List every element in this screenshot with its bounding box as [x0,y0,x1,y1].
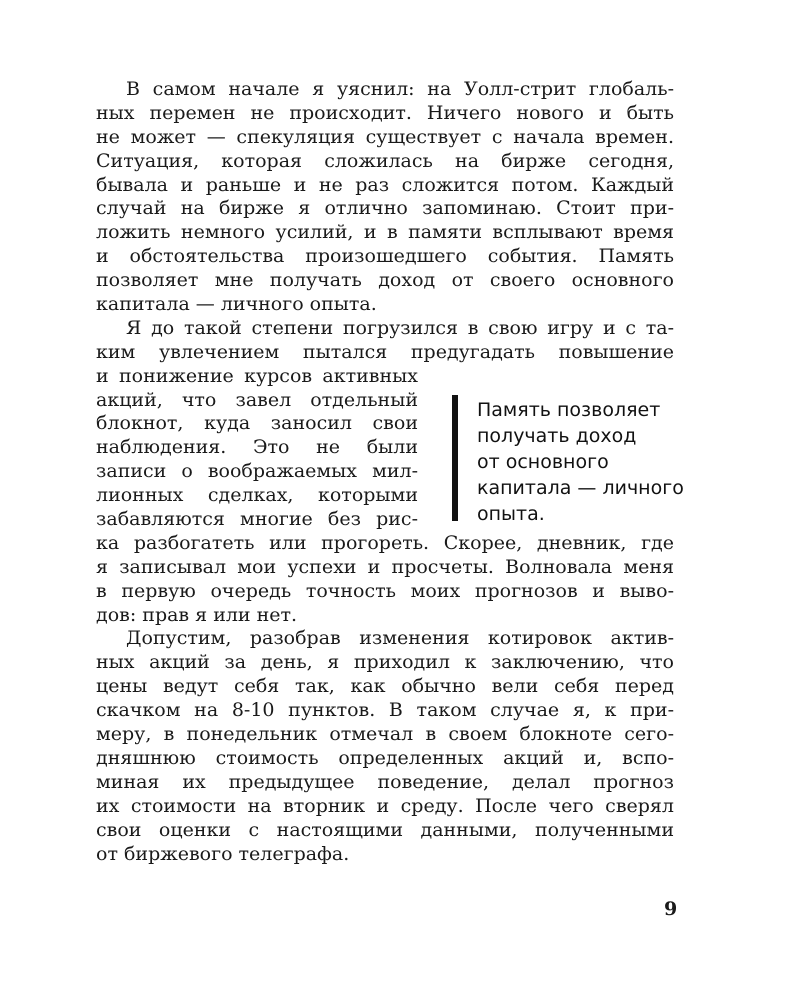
text-line: капитала — личного опыта. [96,293,377,316]
text-line: случай на бирже я отлично запоминаю. Стоит при- [96,197,674,220]
text-line: лионных сделках, которыми [96,484,418,507]
text-line: дов: прав я или нет. [96,603,298,626]
text-line: Ситуация, которая сложилась на бирже сегодня, [96,149,674,172]
text-line: миная их предыдущее поведение, делал прогноз [96,770,674,793]
text-line: и обстоятельства произошедшего события. Память [96,245,674,268]
text-line: позволяет мне получать доход от своего основного [96,269,674,292]
text-line: от биржевого телеграфа. [96,842,350,865]
text-line: ных перемен не происходит. Ничего нового и быть [96,101,674,124]
text-line: ка разбогатеть или прогореть. Скорее, дневник, где [96,531,674,554]
text-line: В самом начале я уяснил: на Уолл-стрит глобаль- [126,78,674,100]
text-line: их стоимости на вторник и среду. После чего сверял [96,794,674,817]
pull-quote-line: опыта. [477,503,545,525]
text-line: меру, в понедельник отмечал в своем блокноте сего- [96,723,674,746]
text-line: наблюдения. Это не были [96,436,418,459]
text-line: забавляются многие без рис- [96,508,418,531]
text-line: дняшнюю стоимость определенных акций и, вспо- [96,746,674,769]
text-line: свои оценки с настоящими данными, полученными [96,818,674,841]
text-line: записи о воображаемых мил- [96,460,418,483]
text-line: не может — спекуляция существует с начала времен. [96,125,674,148]
text-line: Я до такой степени погрузился в свою игру и с та- [126,316,674,339]
text-line: скачком на 8-10 пунктов. В таком случае я, к при- [96,699,674,722]
text-line: ким увлечением пытался предугадать повышение [96,340,674,363]
pull-quote-bar [452,395,458,521]
text-line: и понижение курсов активных [96,364,418,387]
text-line: акций, что завел отдельный [96,388,418,411]
page-number: 9 [664,898,678,920]
text-line: цены ведут себя так, как обычно вели себя перед [96,675,674,698]
text-line: ных акций за день, я приходил к заключению, что [96,651,674,674]
text-line: в первую очередь точность моих прогнозов и выво- [96,579,674,602]
text-line: бывала и раньше и не раз сложится потом. Каждый [96,173,674,196]
text-line: я записывал мои успехи и просчеты. Волновала меня [96,555,674,578]
pull-quote-line: получать доход [477,425,637,447]
text-line: блокнот, куда заносил свои [96,412,418,435]
pull-quote-line: Память позволяет [477,399,661,421]
pull-quote-line: от основного [477,451,609,473]
pull-quote-line: капитала — личного [477,477,684,499]
pull-quote-text [477,397,707,527]
text-line: Допустим, разобрав изменения котировок актив- [126,627,674,650]
pull-quote [452,395,712,523]
text-line: ложить немного усилий, и в памяти всплывают время [96,221,674,244]
